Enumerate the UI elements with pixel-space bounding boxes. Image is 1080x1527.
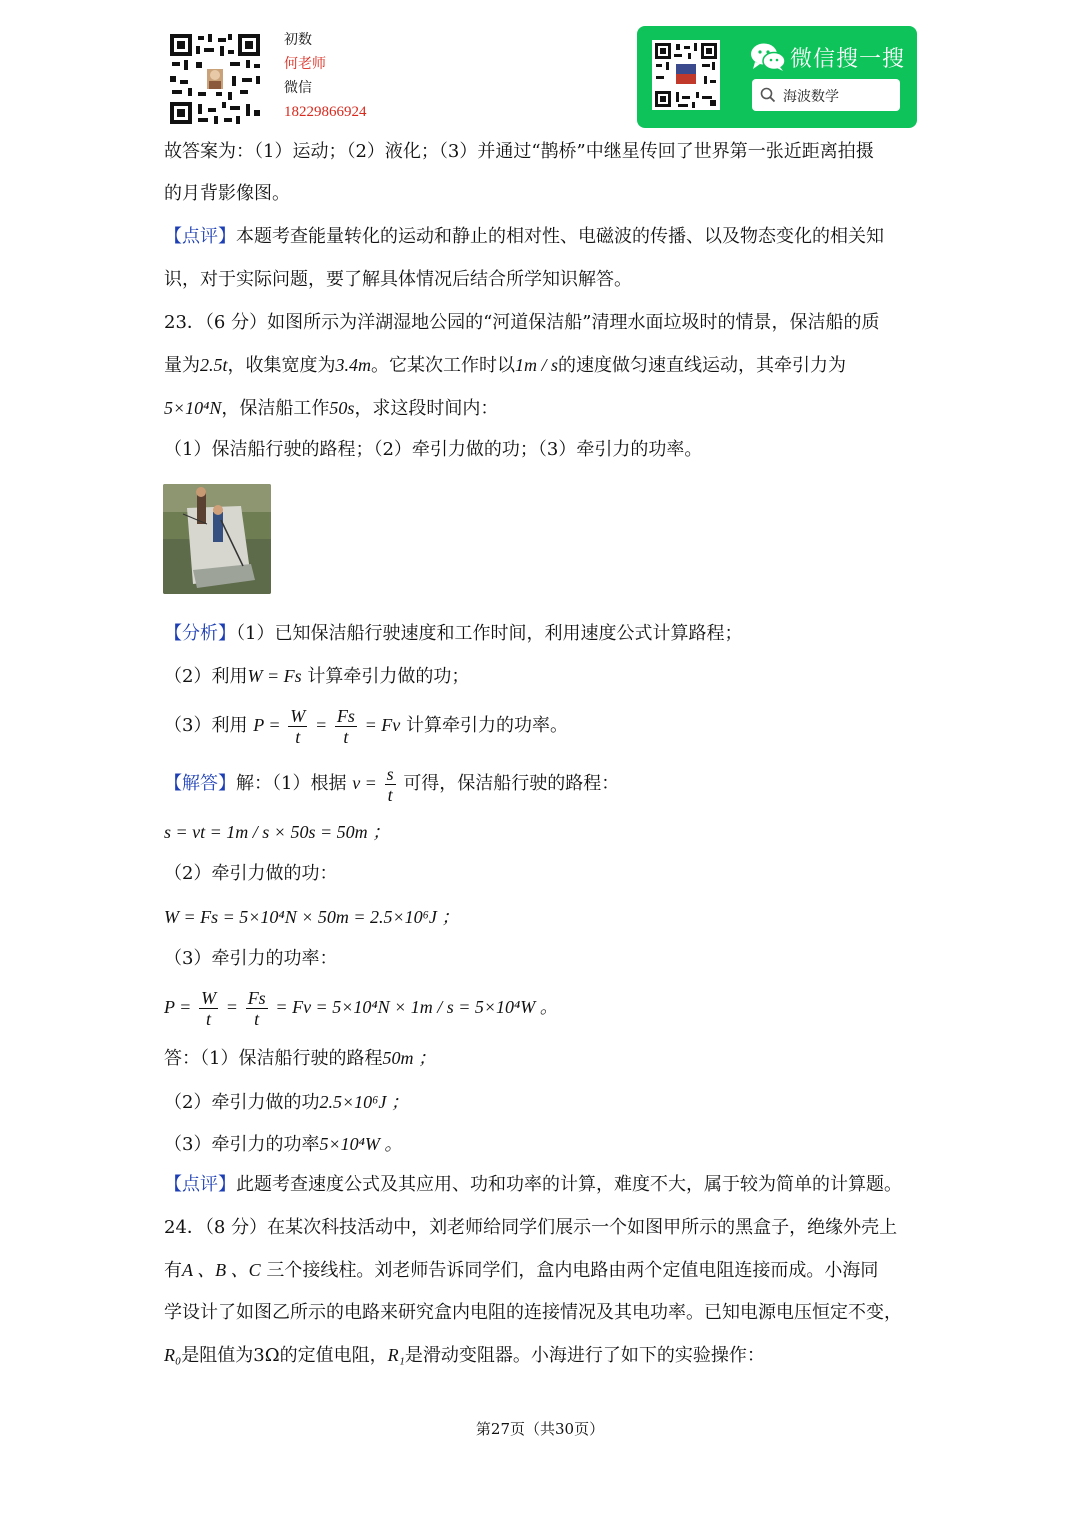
question-23-line-1: 23．（6 分）如图所示为洋湖湿地公园的“河道保洁船”清理水面垃圾时的情景，保洁船的质 bbox=[164, 312, 880, 333]
equation-distance bbox=[164, 820, 390, 845]
question-24-line-1: 24．（8 分）在某次科技活动中，刘老师给同学们展示一个如图甲所示的黑盒子，绝缘外壳上 bbox=[164, 1217, 898, 1238]
contact-labels bbox=[284, 28, 367, 124]
solution-tag: 【解答】 bbox=[164, 773, 236, 794]
search-text: 海波数学 bbox=[783, 89, 839, 105]
answer-text: 答：（1）保洁船行驶的路程 bbox=[164, 1048, 383, 1069]
comment-line-2: 识，对于实际问题，要了解具体情况后结合所学知识解答。 bbox=[164, 269, 632, 290]
analysis-line-3: （3）利用 P = $\frac{W}{t}$ = $\frac{Fs}{t}$ = Fv 计算牵引力的功率。 bbox=[164, 705, 568, 747]
speed-value: 1m / s bbox=[515, 355, 559, 375]
time-value: 50s bbox=[329, 398, 355, 418]
q23-text: 的速度做匀速直线运动，其牵引力为 bbox=[558, 355, 847, 376]
formula-w-fs: W = Fs bbox=[247, 666, 302, 686]
wechat-qr-code bbox=[652, 40, 720, 110]
analysis-line-2 bbox=[164, 664, 469, 689]
ohm-value: 3Ω bbox=[253, 1345, 280, 1366]
mass-value: 2.5t bbox=[200, 355, 228, 375]
equation-work bbox=[164, 905, 459, 930]
answer-text: （2）牵引力做的功 bbox=[164, 1092, 320, 1113]
force-value: 5×10⁴N bbox=[164, 398, 222, 418]
fraction-s-t: $\frac{s}{t}$ bbox=[386, 763, 394, 805]
q23-text: 。它某次工作时以 bbox=[371, 355, 516, 376]
wechat-qr-graphic bbox=[652, 40, 720, 110]
comment-line-1 bbox=[164, 225, 884, 249]
q23-text: ，求这段时间内： bbox=[354, 398, 499, 419]
q23-text: 量为 bbox=[164, 355, 200, 376]
question-24-line-2 bbox=[164, 1258, 878, 1283]
analysis-text: 计算牵引力的功率。 bbox=[405, 715, 568, 736]
review-tag: 【点评】 bbox=[164, 1174, 236, 1195]
question-24-line-3: 学设计了如图乙所示的电路来研究盒内电阻的连接情况及其电功率。已知电源电压恒定不变， bbox=[164, 1302, 902, 1323]
answer-line-1: 故答案为：（1）运动；（2）液化；（3）并通过“鹊桥”中继星传回了世界第一张近距离拍摄 bbox=[164, 141, 874, 162]
answer-line-2: 的月背影像图。 bbox=[164, 183, 290, 204]
analysis-text: （2）利用 bbox=[164, 666, 248, 687]
analysis-text: （3）利用 bbox=[164, 715, 248, 736]
review-text: 此题考查速度公式及其应用、功和功率的计算，难度不大，属于较为简单的计算题。 bbox=[236, 1174, 902, 1195]
answer-value: 5×10⁴W 。 bbox=[319, 1134, 403, 1154]
q24-text: 有 bbox=[164, 1260, 182, 1281]
eq-work-text: W = Fs = 5×10⁴N × 50m = 2.5×10⁶J ； bbox=[164, 907, 460, 927]
solution-line-1 bbox=[164, 760, 619, 807]
label-phone: 18229866924 bbox=[284, 104, 367, 120]
label-chushu: 初数 bbox=[284, 32, 312, 48]
question-24-line-4 bbox=[164, 1343, 765, 1368]
label-teacher: 何老师 bbox=[284, 56, 326, 72]
solution-power-label: （3）牵引力的功率： bbox=[164, 948, 338, 969]
fraction-fs-t: $\frac{Fs}{t}$ bbox=[336, 705, 355, 747]
cleaning-boat-photo bbox=[163, 484, 271, 594]
solution-work-label: （2）牵引力做的功： bbox=[164, 863, 338, 884]
review-line bbox=[164, 1173, 902, 1197]
eq-distance-text: s = vt = 1m / s × 50s = 50m ； bbox=[164, 822, 391, 842]
eq-power-text: = Fv = 5×10⁴N × 1m / s = 5×10⁴W 。 bbox=[275, 997, 558, 1017]
fraction-fs-t: $\frac{Fs}{t}$ bbox=[247, 987, 266, 1029]
answer-1 bbox=[164, 1046, 436, 1071]
search-icon bbox=[760, 87, 776, 103]
q24-text: 是阻值为 bbox=[181, 1345, 254, 1366]
question-23-line-3 bbox=[164, 396, 498, 421]
label-wechat: 微信 bbox=[284, 80, 312, 96]
r1-symbol: R₁ bbox=[387, 1345, 405, 1365]
question-23-line-2 bbox=[164, 353, 846, 378]
equation-power: P = $\frac{W}{t}$ = $\frac{Fs}{t}$ = Fv = 5×10⁴N × 1m / s = 5×10⁴W 。 bbox=[164, 987, 558, 1029]
formula-v: v = bbox=[352, 773, 377, 793]
r0-symbol: R₀ bbox=[164, 1345, 182, 1365]
q24-text: 是滑动变阻器。小海进行了如下的实验操作： bbox=[404, 1345, 765, 1366]
wechat-title: 微信搜一搜 bbox=[790, 47, 906, 72]
q24-text: 三个接线柱。刘老师告诉同学们，盒内电路由两个定值电阻连接而成。小海同 bbox=[266, 1260, 879, 1281]
answer-value: 2.5×10⁶J ； bbox=[319, 1092, 409, 1112]
analysis-text: 计算牵引力做的功； bbox=[307, 666, 470, 687]
fraction-w-t: $\frac{W}{t}$ bbox=[201, 987, 217, 1029]
q24-text: 的定值电阻， bbox=[279, 1345, 388, 1366]
solution-text: 解：（1）根据 bbox=[236, 773, 347, 794]
question-23-line-4: （1）保洁船行驶的路程；（2）牵引力做的功；（3）牵引力的功率。 bbox=[164, 439, 703, 460]
width-value: 3.4m bbox=[335, 355, 372, 375]
fraction-w-t: $\frac{W}{t}$ bbox=[290, 705, 306, 747]
terminals-abc: A 、B 、C bbox=[182, 1260, 261, 1280]
answer-value: 50m ； bbox=[382, 1048, 436, 1068]
answer-2 bbox=[164, 1090, 409, 1115]
analysis-line-1 bbox=[164, 622, 742, 646]
q23-text: ，收集宽度为 bbox=[227, 355, 336, 376]
formula-p: P = bbox=[253, 715, 281, 735]
comment-tag: 【点评】 bbox=[164, 226, 236, 247]
comment-text: 本题考查能量转化的运动和静止的相对性、电磁波的传播、以及物态变化的相关知 bbox=[236, 226, 884, 247]
wechat-logo-icon bbox=[750, 42, 786, 72]
solution-text: 可得，保洁船行驶的路程： bbox=[403, 773, 620, 794]
qr-code-left bbox=[168, 32, 262, 126]
analysis-text: （1）已知保洁船行驶速度和工作时间，利用速度公式计算路程； bbox=[236, 623, 743, 644]
qr-code-graphic bbox=[168, 32, 262, 126]
answer-3 bbox=[164, 1132, 402, 1157]
analysis-tag: 【分析】 bbox=[164, 623, 236, 644]
page-number: 第27页（共30页） bbox=[475, 1420, 605, 1438]
q23-text: ，保洁船工作 bbox=[221, 398, 330, 419]
answer-text: （3）牵引力的功率 bbox=[164, 1134, 320, 1155]
